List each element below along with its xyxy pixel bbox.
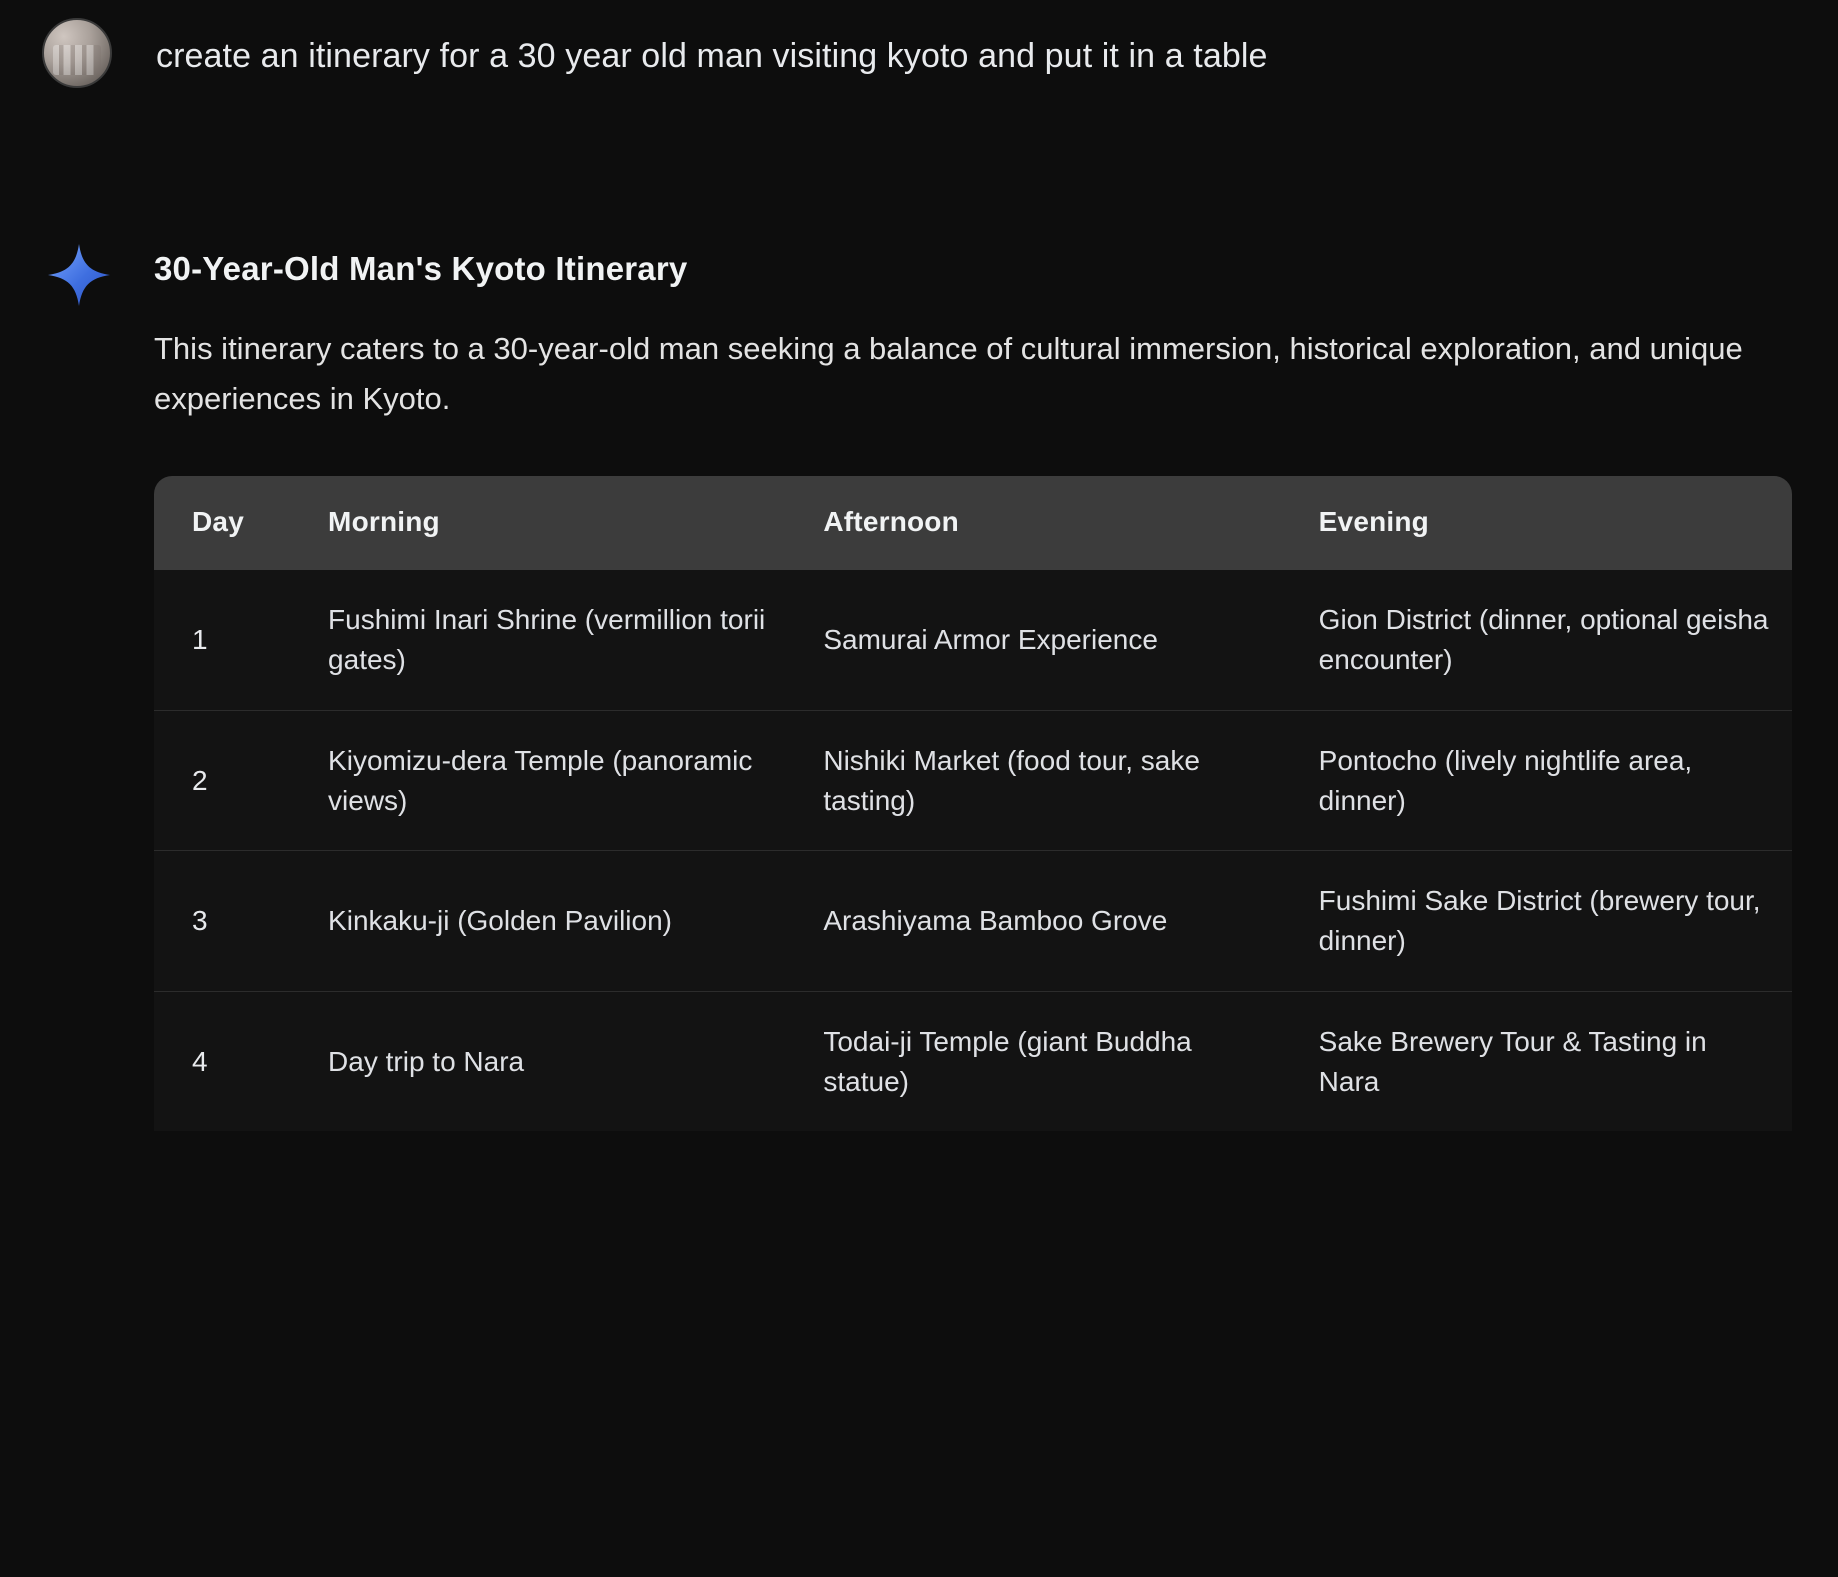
- model-answer-body: [154, 238, 1798, 1131]
- cell-day: 2: [154, 710, 306, 851]
- column-header-afternoon: Afternoon: [801, 476, 1296, 570]
- cell-afternoon: Samurai Armor Experience: [801, 570, 1296, 710]
- cell-afternoon: Arashiyama Bamboo Grove: [801, 851, 1296, 992]
- answer-title: 30-Year-Old Man's Kyoto Itinerary: [154, 250, 688, 287]
- itinerary-table: [154, 476, 1792, 1131]
- column-header-evening: Evening: [1297, 476, 1792, 570]
- gemini-sparkle-icon: [44, 240, 114, 310]
- cell-evening: Fushimi Sake District (brewery tour, dinner): [1297, 851, 1792, 992]
- itinerary-table-container: [154, 476, 1792, 1131]
- column-header-morning: Morning: [306, 476, 801, 570]
- cell-day: 4: [154, 991, 306, 1131]
- cell-morning: Kiyomizu-dera Temple (panoramic views): [306, 710, 801, 851]
- model-response-row: [0, 238, 1838, 1131]
- cell-evening: Pontocho (lively nightlife area, dinner): [1297, 710, 1792, 851]
- column-header-day: Day: [154, 476, 306, 570]
- table-row: [154, 570, 1792, 710]
- cell-evening: Sake Brewery Tour & Tasting in Nara: [1297, 991, 1792, 1131]
- user-message-row: [0, 0, 1838, 88]
- cell-evening: Gion District (dinner, optional geisha encounter): [1297, 570, 1792, 710]
- user-message-text: create an itinerary for a 30 year old man visiting kyoto and put it in a table: [156, 37, 1268, 75]
- cell-afternoon: Todai-ji Temple (giant Buddha statue): [801, 991, 1296, 1131]
- table-row: [154, 991, 1792, 1131]
- cell-morning: Kinkaku-ji (Golden Pavilion): [306, 851, 801, 992]
- cell-afternoon: Nishiki Market (food tour, sake tasting): [801, 710, 1296, 851]
- user-avatar-photo-icon: [42, 18, 112, 88]
- table-body: [154, 570, 1792, 1131]
- answer-intro-paragraph: This itinerary caters to a 30-year-old man seeking a balance of cultural immersion, historical exploration, and unique experiences in Kyoto.: [154, 331, 1743, 417]
- table-header-row: [154, 476, 1792, 570]
- table-header: [154, 476, 1792, 570]
- cell-morning: Fushimi Inari Shrine (vermillion torii gates): [306, 570, 801, 710]
- cell-morning: Day trip to Nara: [306, 991, 801, 1131]
- cell-day: 3: [154, 851, 306, 992]
- table-row: [154, 851, 1792, 992]
- table-row: [154, 710, 1792, 851]
- cell-day: 1: [154, 570, 306, 710]
